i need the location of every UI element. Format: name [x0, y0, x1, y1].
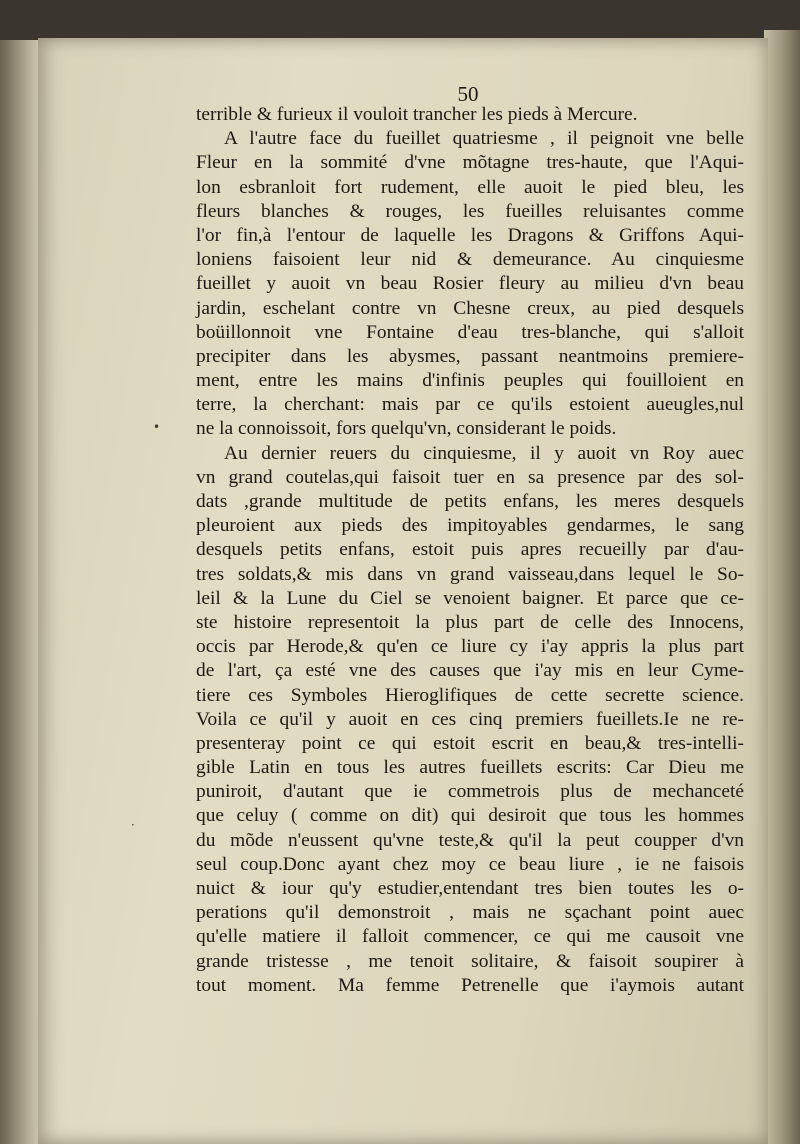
text-line: nuict & iour qu'y estudier,entendant tres bien toutes les o- [196, 878, 744, 899]
text-line: ne la connoissoit, fors quelqu'vn, considerant le poids. [196, 418, 617, 440]
text-line: lon esbranloit fort rudement, elle auoit le pied bleu, les [196, 176, 744, 198]
text-line: que celuy ( comme on dit) qui desiroit que tous les hommes [196, 805, 744, 827]
text-line: pleuroient aux pieds des impitoyables gendarmes, le sang [196, 515, 744, 537]
text-line: terre, la cherchant: mais par ce qu'ils estoient aueugles,nul [196, 394, 744, 416]
margin-mark: · [131, 818, 135, 832]
text-line: tout moment. Ma femme Petrenelle que i'aymois autant [196, 974, 744, 996]
text-line: Fleur en la sommité d'vne mõtagne tres-haute, que l'Aqui- [196, 152, 744, 174]
text-line: perations qu'il demonstroit , mais ne sçachant point auec [196, 902, 744, 924]
text-line: A l'autre face du fueillet quatriesme , il peignoit vne belle [224, 128, 744, 150]
text-line: tiere ces Symboles Hieroglifiques de cette secrette science. [196, 684, 744, 706]
text-line: jardin, eschelant contre vn Chesne creux, au pied desquels [196, 297, 744, 319]
text-line: fueillet y auoit vn beau Rosier fleury au milieu d'vn beau [196, 273, 744, 295]
text-line: Voila ce qu'il y auoit en ces cinq premiers fueillets.Ie ne re- [196, 708, 744, 730]
text-line: desquels petits enfans, estoit puis apres recueilly par d'au- [196, 539, 744, 561]
book-spine [0, 40, 40, 1144]
text-line: dats ,grande multitude de petits enfans, les meres desquels [196, 491, 744, 512]
text-line: ment, entre les mains d'infinis peuples qui fouilloient en [196, 370, 744, 392]
text-line: boüillonnoit vne Fontaine d'eau tres-blanche, qui s'alloit [196, 321, 744, 343]
text-line: leil & la Lune du Ciel se venoient baigner. Et parce que ce- [196, 587, 744, 609]
text-line: puniroit, d'autant que ie commetrois plus de mechanceté [196, 781, 744, 803]
text-line: de l'art, ça esté vne des causes que i'ay mis en leur Cyme- [196, 660, 744, 682]
margin-mark: • [153, 420, 161, 434]
text-line: l'or fin,à l'entour de laquelle les Dragons & Griffons Aqui- [196, 224, 744, 246]
page-number: 50 [457, 82, 479, 106]
text-line: presenteray point ce qui estoit escrit en beau,& tres-intelli- [196, 732, 744, 754]
text-line: terrible & furieux il vouloit trancher les pieds à Mercure. [196, 104, 638, 125]
text-line: occis par Herode,& qu'en ce liure cy i'ay appris la plus part [196, 636, 744, 658]
text-line: precipiter dans les abysmes, passant neantmoins premiere- [196, 345, 744, 367]
text-line: ste histoire representoit la plus part de celle des Innocens, [196, 611, 744, 633]
text-line: seul coup.Donc ayant chez moy ce beau liure , ie ne faisois [196, 853, 744, 875]
text-line: loniens faisoient leur nid & demeurance. Au cinquiesme [196, 249, 744, 271]
text-line: Au dernier reuers du cinquiesme, il y auoit vn Roy auec [224, 442, 744, 464]
text-line: fleurs blanches & rouges, les fueilles reluisantes comme [196, 200, 744, 222]
text-line: du mõde n'eussent qu'vne teste,& qu'il la peut coupper d'vn [196, 829, 744, 851]
text-line: tres soldats,& mis dans vn grand vaisseau,dans lequel le So- [196, 563, 744, 585]
text-line: gible Latin en tous les autres fueillets escrits: Car Dieu me [196, 757, 744, 779]
text-block [196, 103, 744, 998]
text-line: vn grand coutelas,qui faisoit tuer en sa presence par des sol- [196, 466, 744, 488]
text-line: qu'elle matiere il falloit commencer, ce qui me causoit vne [196, 926, 744, 948]
page-edges [764, 30, 800, 1144]
text-line: grande tristesse , me tenoit solitaire, & faisoit soupirer à [196, 950, 744, 972]
